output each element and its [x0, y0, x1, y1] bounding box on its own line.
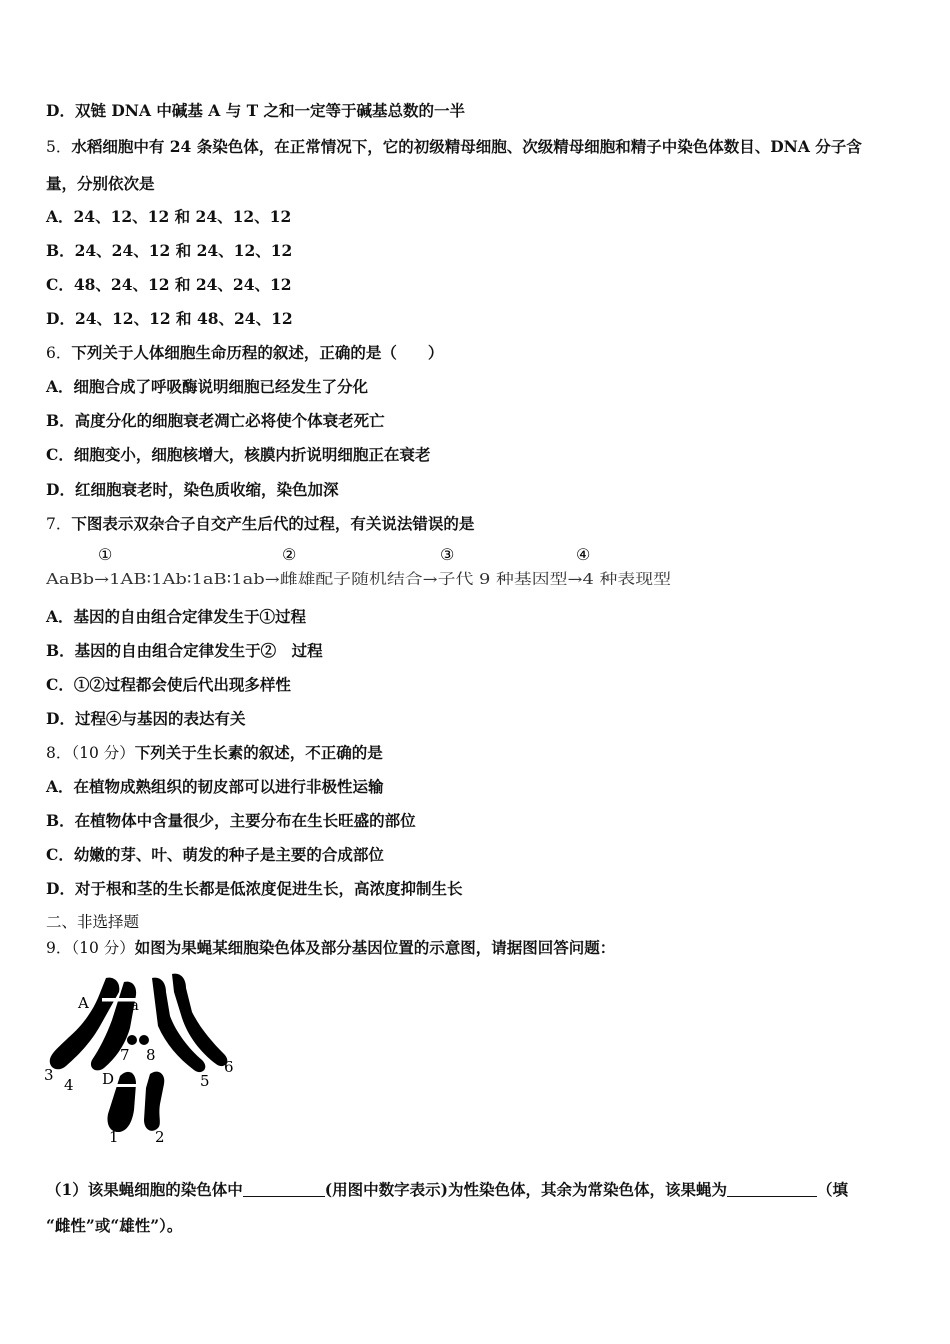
q9-stem-text: 如图为果蝇某细胞染色体及部分基因位置的示意图，请据图回答问题：: [134, 938, 616, 957]
q9-number: 9．（10 分）: [46, 939, 135, 957]
gene-label-A: A: [78, 994, 89, 1012]
gene-label-D: D: [102, 1070, 115, 1088]
q8-option-b: B．在植物体中含量很少，主要分布在生长旺盛的部位: [46, 811, 416, 830]
q9-part1-text-a: （1）该果蝇细胞的染色体中: [46, 1180, 243, 1199]
q7-number: 7．: [46, 515, 72, 533]
q5-option-c: C．48、24、12 和 24、24、12: [46, 275, 292, 294]
answer-blank-1[interactable]: [243, 1182, 325, 1197]
q5-option-d: D．24、12、12 和 48、24、12: [46, 309, 293, 328]
chromosome-7: [127, 1035, 137, 1045]
q8-stem: [46, 743, 383, 763]
q6-stem: [46, 343, 443, 363]
chromosome-number-4: 4: [64, 1076, 74, 1094]
q5-option-a: A．24、12、12 和 24、12、12: [46, 207, 292, 226]
chromosome-number-2: 2: [155, 1128, 165, 1146]
q9-part1-text-c: （填: [816, 1180, 848, 1199]
process-flow-text: AaBb→1AB∶1Ab∶1aB∶1ab→雌雄配子随机结合→子代 9 种基因型→4 种表现型: [46, 572, 554, 588]
q9-stem: [46, 938, 615, 958]
q5-stem-text: 水稻细胞中有 24 条染色体，在正常情况下，它的初级精母细胞、次级精母细胞和精子中染色体数目、DNA 分子含: [71, 137, 862, 156]
q5-stem: [46, 137, 862, 157]
q6-option-d: D．红细胞衰老时，染色质收缩，染色加深: [46, 480, 339, 499]
q8-option-d: D．对于根和茎的生长都是低浓度促进生长，高浓度抑制生长: [46, 879, 463, 898]
q8-number: 8．（10 分）: [46, 744, 135, 762]
q9-part1-text-b: (用图中数字表示)为性染色体，其余为常染色体，该果蝇为: [324, 1180, 727, 1199]
q8-option-c: C．幼嫩的芽、叶、萌发的种子是主要的合成部位: [46, 845, 384, 864]
section-heading: 二、非选择题: [46, 913, 140, 931]
q6-option-b: B．高度分化的细胞衰老凋亡必将使个体衰老死亡: [46, 411, 385, 430]
q7-stem: [46, 514, 474, 534]
q4-option-d: D．双链 DNA 中碱基 A 与 T 之和一定等于碱基总数的一半: [46, 101, 466, 120]
q5-number: 5．: [46, 138, 72, 156]
q9-part1-line2: “雌性”或“雄性”）。: [46, 1216, 183, 1235]
q6-number: 6．: [46, 344, 72, 362]
step-4-label: ④: [576, 545, 591, 564]
fruit-fly-chromosome-diagram: [40, 968, 250, 1153]
q7-stem-text: 下图表示双杂合子自交产生后代的过程，有关说法错误的是: [71, 514, 475, 533]
chromosome-number-6: 6: [224, 1058, 234, 1076]
gene-d-band: [110, 1084, 138, 1087]
chromosome-number-1: 1: [109, 1128, 119, 1146]
q6-stem-text: 下列关于人体细胞生命历程的叙述，正确的是（ ）: [71, 343, 444, 362]
q8-stem-text: 下列关于生长素的叙述，不正确的是: [134, 743, 383, 762]
chromosome-number-3: 3: [44, 1066, 54, 1084]
step-2-label: ②: [282, 545, 297, 564]
chromosome-number-5: 5: [200, 1072, 210, 1090]
chromosome-number-7: 7: [120, 1046, 130, 1064]
process-flow-diagram: [46, 543, 686, 593]
step-3-label: ③: [440, 545, 455, 564]
q8-option-a: A．在植物成熟组织的韧皮部可以进行非极性运输: [46, 777, 384, 796]
chromosome-8: [139, 1035, 149, 1045]
q5-option-b: B．24、24、12 和 24、12、12: [46, 241, 293, 260]
q7-option-c: C．①②过程都会使后代出现多样性: [46, 675, 291, 694]
q7-option-d: D．过程④与基因的表达有关: [46, 709, 246, 728]
answer-blank-2[interactable]: [727, 1182, 817, 1197]
q5-stem-line2: 量，分别依次是: [46, 174, 155, 193]
q6-option-c: C．细胞变小，细胞核增大，核膜内折说明细胞正在衰老: [46, 445, 431, 464]
gene-a-band: [102, 998, 154, 1002]
q9-part1: [46, 1180, 848, 1200]
q7-option-a: A．基因的自由组合定律发生于①过程: [46, 607, 307, 626]
step-1-label: ①: [98, 545, 113, 564]
chromosome-number-8: 8: [146, 1046, 156, 1064]
q6-option-a: A．细胞合成了呼吸酶说明细胞已经发生了分化: [46, 377, 369, 396]
q7-option-b: B．基因的自由组合定律发生于② 过程: [46, 641, 323, 660]
chromosome-2: [144, 1072, 164, 1131]
gene-label-a: a: [130, 996, 139, 1014]
